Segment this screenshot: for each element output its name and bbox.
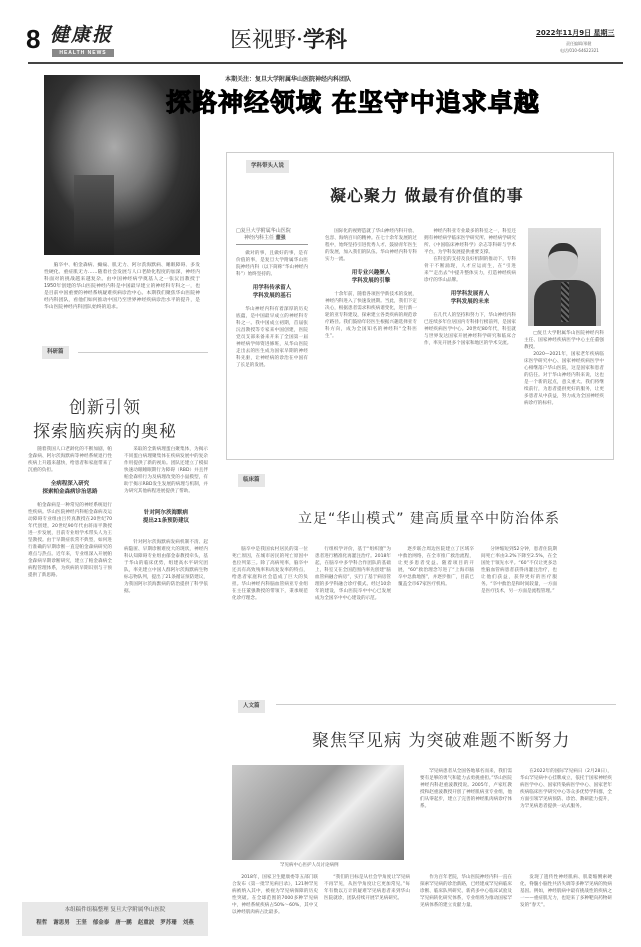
subheading-line: 学科发展的引擎 xyxy=(351,278,391,284)
author-name: 赵重波 xyxy=(137,920,155,926)
subheading xyxy=(236,284,308,300)
subheading-line: 全病程深入研究 xyxy=(50,481,90,487)
clinical-column-3 xyxy=(398,546,474,693)
humanities-title: 聚焦罕见病 为突破难题不断努力 xyxy=(312,731,571,751)
paragraph: 2018年，国家卫生健康委等五部门联合发布《第一批罕见病目录》，121种罕见病被纳入其中，被视为罕见病保障的历史性突破。在全球范围的7000多种罕见病中，神经系统疾病占50%～60%，其中又以神经肌肉病占比最多。 xyxy=(232,875,318,915)
intro-paragraph: 脑卒中、帕金森病、癫痫、肌无力、阿尔茨海默病、睡眠障碍、多发性硬化、重症肌无力……随着社会发展与人口老龄化程度的加深，神经内科面对的挑战越来越复杂。由中国神经病学奠基人之一张沅昌教授于1950年创建的华山医院神经内科是中国最早建立的神经科专科之一，也是目前中国重要的神经系统疑难疾病诊治中心。本期我们聚焦华山医院神经内科团队，看他们如何推动中国乃至世界神经疾病诊治水平的提升，是华山医院神经内科团队始终的追求。 xyxy=(44,263,200,310)
subheading xyxy=(124,509,208,525)
paragraph: 在科室的支持及良好机制的推动下，专科骨干不断涌现，人才应运而生，在“引进来”“走出去”中提升整体实力，打造神经疾病诊疗的华山品牌。 xyxy=(424,257,516,283)
author-name: 谢思男 xyxy=(53,920,70,926)
research-title xyxy=(0,396,210,444)
humanities-column-3 xyxy=(232,874,318,937)
paragraph: 十余年前，随着各项医学新技术的发展，神经内科进入了快速发展期。当此，我们下定决心，根据患者需求和疾病谱变化，进行新一轮的亚专科建设，探索建立各类疾病的规范诊疗路径。我们鼓励年轻医生根据兴趣选择亚专科方向，成为全国知名的神经科“全科医生”。 xyxy=(325,292,417,339)
author-name: 唐一鹏 xyxy=(115,920,132,926)
humanities-column-6 xyxy=(520,874,612,937)
leader-column-1 xyxy=(236,250,308,453)
section-bold: 学科 xyxy=(303,28,348,53)
newspaper-logo: 健康报 xyxy=(50,24,114,46)
byline-org: □复旦大学附属华山医院 xyxy=(236,228,291,234)
newspaper-logo-english: HEALTH NEWS xyxy=(52,49,114,57)
paragraph: 2020—2021年，国家老年疾病临床医学研究中心、国家神经疾病医学中心相继落户华山医院，这是国家和患者的信任。对于华山神经内科来说，这也是一个新的起点，意义重大。我们将继续前行，为患者提供更好的服务，让更多患者从中获益，努力成为全国神经疾病诊疗的标杆。 xyxy=(524,352,604,406)
paragraph: 做对的事，且做好的事，是有价值的事，是复旦大学附属华山医院神经内科（以下简称“华山神经内科”）始终坚持的。 xyxy=(236,251,308,277)
author-name: 王坚 xyxy=(75,920,87,926)
author-name: 刘燕 xyxy=(182,920,194,926)
subheading xyxy=(28,480,112,496)
paragraph: 国际化的视野造就了华山神经内科开放、包容、海纳百川的精神。在七十余年发展的过程中，始终坚持引进优秀人才、鼓励青年医生的发展，加入我们的队伍。华山神经内科专科实力一流。 xyxy=(325,229,417,262)
subheading-line: 提出21条预防建议 xyxy=(142,518,190,524)
paragraph: 分钟缩短到52分钟，患者住院期间死亡率由3.2%下降至2.5%，在全国处于领先水平。“60”不仅让更多急性脑血管病患者获得再灌注治疗，也让他们获益，获得更好的医疗服务。“卒中救治是和时间较量，一方面是医疗技术，另一方面是流程管理。” xyxy=(481,547,557,594)
paragraph: 作为百年老院，华山医院神经内科一直在探索罕见病的诊治新路，已经建成罕见病临床诊断、临床队列研究、新药多中心临床试验及罕见病转化研究体系，专业组将为推动国家罕见病体系的建立贡献力量。 xyxy=(420,875,512,908)
phone-line: 电话/010-64622321 xyxy=(560,48,599,53)
author-name: 罗苏珊 xyxy=(160,920,177,926)
paragraph: 随着我国人口老龄化的不断加剧，帕金森病、阿尔茨海默病等神经系统退行性疾病上升越来越快，给患者和家庭带来了沉重的负担。 xyxy=(28,447,112,473)
photo-caption: 罕见病中心医护人员讨论病例 xyxy=(280,863,339,868)
photo-caption: □复旦大学附属华山医院神经内科主任、国家神经疾病医学中心主任董强教授。 xyxy=(524,331,604,350)
clinical-title: 立足“华山模式” 建高质量卒中防治体系 xyxy=(298,511,560,527)
paragraph: 针对阿尔茨海默病发病机制不清、起病隐匿、早期诊断难度大的现状，神经内科认知障碍专业组由郁金泰教授牵头，基于华山的临床优势，组建高水平研究团队，率先建立中国人群阿尔茨海默病生物标志物队列，提出了21条循证预防建议，为我国阿尔茨海默病的防治提供了科学依据。 xyxy=(124,540,208,594)
intro-text xyxy=(44,262,200,325)
humanities-column-4 xyxy=(324,874,410,937)
editor-line: 责任编辑/邢健 xyxy=(566,41,592,46)
paragraph: “我们的目标是从社会学角度让罕见病不再罕见，从医学角度让它更加常见。”每年有数以万计的疑难罕见病患者来到华山医院就诊，团队持续开展罕见病研究。 xyxy=(324,875,410,901)
subheading xyxy=(325,269,417,285)
subheading-line: 针对阿尔茨海默病 xyxy=(143,510,188,516)
credits-line: 本组稿件组稿整理 复旦大学附属华山医院 xyxy=(64,907,166,913)
credits-box xyxy=(22,902,208,936)
leader-byline xyxy=(236,228,308,245)
portrait-photo xyxy=(528,228,601,326)
page-number: 8 xyxy=(26,24,41,54)
paragraph: 帕金森病是一种常见的神经系统退行性疾病。华山医院神经内科帕金森病及运动障碍专业组由吕传真教授在20世纪70年代创建，20世纪90年代由蒋雨平教授进一步发展，目前专业组学术带头人为王坚教授。由于早期症状常不典型，如何进行准确的早期诊断一直是帕金森病研究的难点与热点。近年来，专业组深入开展帕金森病早期诊断研究，建立了帕金森病全病程管理体系，为疾病的早期识别与干预提供了新思路。 xyxy=(28,503,112,578)
paragraph: 神经内科亚专业最多的科室之一，科室还拥有神经病学临床医学研究所、神经病学研究所、《中国临床神经科学》杂志等科研与学术平台，为学科发展提供重要支撑。 xyxy=(424,229,516,255)
paragraph: 采取的全新病理蛋白聚集体，为揭示不同蛋白病理聚集体在疾病发展中的复杂作用提供了新的视角。团队还建立了模拟快速动眼睡眠期行为障碍（RBD）并且伴帕金森样行为及病理改变的小鼠模型，有助于揭示RBD发生发展的病理与机制，并为研究其他病程进展提供了帮助。 xyxy=(124,447,208,494)
paragraph: 在2022年的国际罕见病日（2月28日），华山罕见病中心挂牌成立，依托于国家神经疾病医学中心、国家传染病医学中心、国家老年疾病临床医学研究中心等众多优势学科群，全方面引领罕见病预防、诊治、教研能力提升，为罕见病患者提供一站式服务。 xyxy=(520,769,612,809)
paragraph: 在几代人的坚持和努力下，华山神经内科已连续多年位居国内专科排行榜前列，是国家神经疾病医学中心。20世纪80年代，科室就与世界发达国家开展神经科学研究和临床合作，率先开展多个国家和地区的学术交流。 xyxy=(424,313,516,346)
issue-date: 2022年11月9日 星期三 xyxy=(536,29,615,37)
section-title: 医视野·学科 xyxy=(230,28,348,53)
research-title-line1: 创新引领 xyxy=(69,398,141,418)
paragraph: 脑卒中是我国农村居民的第一位死亡原因，在城市居民的死亡原因中也位列第三。除了高病死率，脑卒中还具有高致残率和高复发率的特点，给患者家庭和社会造成了巨大的负担。华山神经内科脑血管病亚专业组在主任董强教授的带领下，秉承规范化诊疗理念。 xyxy=(232,547,308,601)
subheading-line: 用学科传承留人 xyxy=(252,285,292,291)
clinical-tag: 临床篇 xyxy=(238,474,265,487)
paragraph: 发现了遗传性神经肌病、肌萎缩侧索硬化、脊髓小脑性共济失调等多种罕见病的致病基因。例如，神经肌病中最有挑战性的疾病之一——重症肌无力，也迎来了多种靶向药物研发的“春天”。 xyxy=(520,875,612,908)
clinical-column-2 xyxy=(315,546,391,693)
humanities-tag: 人文篇 xyxy=(238,700,265,713)
byline-name: 董强 xyxy=(275,235,286,241)
author-name: 程哲 xyxy=(36,920,48,926)
research-title-line2: 探索脑疾病的奥秘 xyxy=(33,422,177,442)
paragraph: 华山神经内科有着深厚的历史底蕴，是中国最早成立的神经科专科之一。我中国成立初期，首届张沅昌教授等专家来中国创建，医院党员支部来备来开来了全国第一届神经病学师资进修班，从华山医院走出去的医生成为国家早期的神经科先驱，让神经病的诊治在中国有了长足的发展。 xyxy=(236,307,308,368)
paragraph: 逐步联合周边医院建立了区域卒中救治网络，在全市推广救治流程，让更多患者受益。随着项目的开展，“60”救治理念写进了“上海市脑卒中急救地图”，并逐步推广，目前已覆盖全市67家医疗机构。 xyxy=(398,547,474,587)
leader-column-2 xyxy=(325,228,417,452)
leader-tag: 学科带头人说 xyxy=(246,160,289,173)
research-column-1 xyxy=(28,446,112,894)
rare-disease-team-photo xyxy=(232,765,404,860)
subheading-line: 用专业兴趣聚人 xyxy=(351,270,391,276)
credits-names xyxy=(22,920,208,927)
research-tag: 科研篇 xyxy=(42,346,69,359)
humanities-column-2 xyxy=(520,768,612,866)
leader-column-4 xyxy=(524,330,604,456)
subheading xyxy=(424,290,516,306)
section-name: 医视野 xyxy=(230,28,297,53)
leader-column-3 xyxy=(424,228,516,452)
main-headline: 探路神经领域 在坚守中追求卓越 xyxy=(166,88,540,117)
subheading-line: 用学科发展育人 xyxy=(450,291,490,297)
subheading-line: 学科发展的基石 xyxy=(252,293,292,299)
divider xyxy=(78,352,208,353)
leader-title: 凝心聚力 做最有价值的事 xyxy=(330,186,524,205)
humanities-column-1 xyxy=(420,768,512,866)
issue-focus: 本期关注：复旦大学附属华山医院神经内科团队 xyxy=(225,76,352,83)
paragraph: 罕见病患者从全国各地慕名而来，我们需要有足够的勇气和能力去勇挑重担。”华山医院神经内科赵重波教授说。2005年，卢家红教授和赵重波教授开创了神经肌病亚专业组，他们从零起步，建立了完善的神经肌肉病诊疗体系。 xyxy=(420,769,512,809)
subheading-line: 探索帕金森病诊治思路 xyxy=(42,489,98,495)
masthead-divider xyxy=(28,62,623,64)
clinical-column-4 xyxy=(481,546,557,693)
clinical-column-1 xyxy=(232,546,308,693)
humanities-column-5 xyxy=(420,874,512,937)
subheading-line: 学科发展的未来 xyxy=(450,299,490,305)
byline-role: 神经内科主任 xyxy=(244,235,275,241)
divider xyxy=(276,704,616,705)
research-column-2 xyxy=(124,446,208,894)
paragraph: 行组织学评价，基于“组织窗”为患者进行精准化再灌注治疗。2018年起，在脑卒中多学科合作团队的基础上，科室又在全国范围内率先创建“脑血管病融合病房”，实行了基于病房管理的多学科融合诊疗模式。经过10余年的建设，华山医院卒中中心已发展成为全国卒中中心建设的示范。 xyxy=(315,547,391,601)
author-name: 郁金泰 xyxy=(92,920,110,926)
